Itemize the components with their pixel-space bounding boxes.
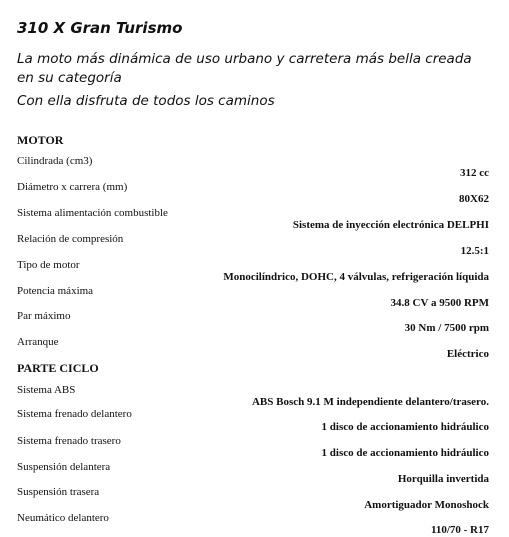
spec-value: Sistema de inyección electrónica DELPHI — [292, 219, 489, 231]
section-heading-parte-ciclo: PARTE CICLO — [17, 361, 99, 375]
spec-value: ABS Bosch 9.1 M independiente delantero/trasero. — [251, 396, 489, 408]
spec-label: Sistema alimentación combustible — [17, 207, 168, 219]
spec-value: 1 disco de accionamiento hidráulico — [321, 421, 489, 433]
spec-label: Sistema frenado trasero — [17, 435, 121, 447]
spec-label: Sistema ABS — [17, 384, 76, 396]
spec-label: Sistema frenado delantero — [17, 408, 132, 420]
spec-label: Suspensión delantera — [17, 461, 111, 473]
spec-value: 30 Nm / 7500 rpm — [404, 322, 489, 334]
spec-value: Amortiguador Monoshock — [364, 499, 489, 511]
spec-label: Arranque — [17, 336, 59, 348]
spec-value: 312 cc — [459, 167, 489, 179]
spec-value: Horquilla invertida — [397, 473, 489, 485]
spec-value: 34.8 CV a 9500 RPM — [390, 297, 489, 309]
spec-value: Eléctrico — [446, 348, 489, 360]
tagline-secondary: Con ella disfruta de todos los caminos — [17, 93, 275, 109]
spec-label: Relación de compresión — [17, 233, 124, 245]
spec-label: Par máximo — [17, 310, 71, 322]
spec-value: 110/70 - R17 — [430, 524, 489, 536]
spec-value: Monocilíndrico, DOHC, 4 válvulas, refrigeración líquida — [223, 271, 489, 283]
spec-value: 80X62 — [459, 193, 489, 205]
section-heading-motor: MOTOR — [17, 133, 64, 147]
spec-label: Neumático delantero — [17, 512, 109, 524]
spec-label: Potencia máxima — [17, 285, 94, 297]
spec-value: 12.5:1 — [460, 245, 489, 257]
tagline-primary: La moto más dinámica de uso urbano y carretera más bella creada en su categoría — [17, 51, 472, 86]
page-title: 310 X Gran Turismo — [17, 19, 183, 37]
spec-label: Suspensión trasera — [17, 486, 100, 498]
spec-label: Cilindrada (cm3) — [17, 155, 93, 167]
spec-label: Tipo de motor — [17, 259, 80, 271]
spec-value: 1 disco de accionamiento hidráulico — [321, 447, 489, 459]
spec-label: Diámetro x carrera (mm) — [17, 181, 128, 193]
